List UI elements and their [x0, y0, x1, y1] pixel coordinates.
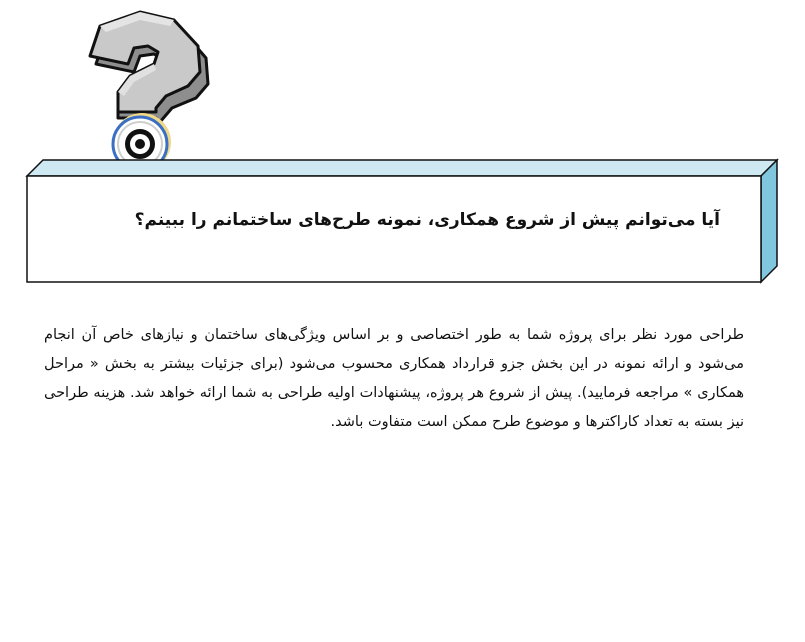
faq-question: آیا می‌توانم پیش از شروع همکاری، نمونه طرح‌های ساختمانم را ببینم؟ [134, 210, 720, 230]
question-mark-icon [90, 12, 208, 122]
faq-illustration [0, 0, 805, 290]
faq-answer: طراحی مورد نظر برای پروژه شما به طور اختصاصی و بر اساس ویژگی‌های ساختمان و نیازهای خاص آن انجام می‌شود و ارائه نمونه در این بخش جزو قرارداد همکاری محسوب می‌شود (برای جزئیات بیشتر به بخش « مراحل همکاری » مراجعه فرمایید). پیش از شروع هر پروژه، پیشنهادات اولیه طراحی به شما ارائه خواهد شد. هزینه طراحی نیز بسته به تعداد کاراکترها و موضوع طرح ممکن است متفاوت باشد. [44, 327, 744, 430]
